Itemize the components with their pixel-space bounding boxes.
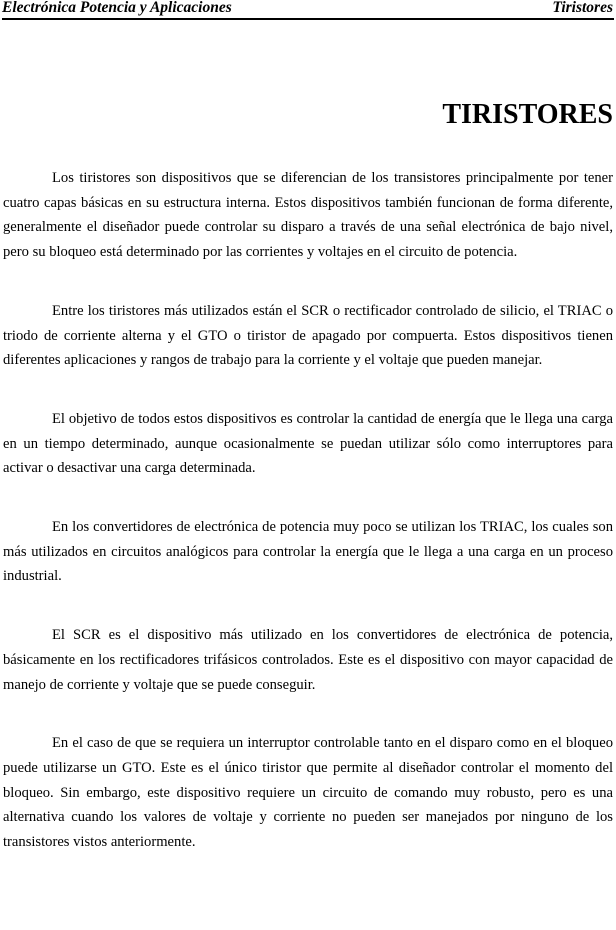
running-header bbox=[2, 0, 614, 20]
header-chapter-title: Tiristores bbox=[552, 0, 613, 16]
paragraph-1: Los tiristores son dispositivos que se diferencian de los transistores principalmente por tener cuatro capas básicas en su estructura interna. Estos dispositivos también funcionan de forma diferente, generalmente el diseñador puede controlar su disparo a través de una señal electrónica de bajo nivel, pero su bloqueo está determinado por las corrientes y voltajes en el circuito de potencia. bbox=[3, 170, 613, 261]
body-text bbox=[3, 166, 613, 855]
paragraph-4: En los convertidores de electrónica de potencia muy poco se utilizan los TRIAC, los cuales son más utilizados en circuitos analógicos para controlar la energía que le llega a una carga en un proceso industrial. bbox=[3, 519, 613, 585]
paragraph-5: El SCR es el dispositivo más utilizado en los convertidores de electrónica de potencia, básicamente en los rectificadores trifásicos controlados. Este es el dispositivo con mayor capacidad de manejo de corriente y voltaje que se puede conseguir. bbox=[3, 627, 613, 693]
paragraph-2: Entre los tiristores más utilizados están el SCR o rectificador controlado de silicio, el TRIAC o triodo de corriente alterna y el GTO o tiristor de apagado por compuerta. Estos dispositivos tienen diferentes aplicaciones y rangos de trabajo para la corriente y el voltaje que pueden manejar. bbox=[3, 302, 613, 369]
paragraph-6: En el caso de que se requiera un interruptor controlable tanto en el disparo como en el bloqueo puede utilizarse un GTO. Este es el único tiristor que permite al diseñador controlar el momento del bloqueo. Sin embargo, este dispositivo requiere un circuito de comando muy robusto, pero es una alternativa cuando los valores de voltaje y corriente no pueden ser manejados por ninguno de los transistores vistos anteriormente. bbox=[3, 735, 613, 851]
page-title: TIRISTORES bbox=[442, 99, 613, 130]
header-book-title: Electrónica Potencia y Aplicaciones bbox=[2, 0, 232, 16]
paragraph-3: El objetivo de todos estos dispositivos es controlar la cantidad de energía que le llega una carga en un tiempo determinado, aunque ocasionalmente se puedan utilizar sólo como interruptores para activar o desactivar una carga determinada. bbox=[3, 410, 613, 477]
